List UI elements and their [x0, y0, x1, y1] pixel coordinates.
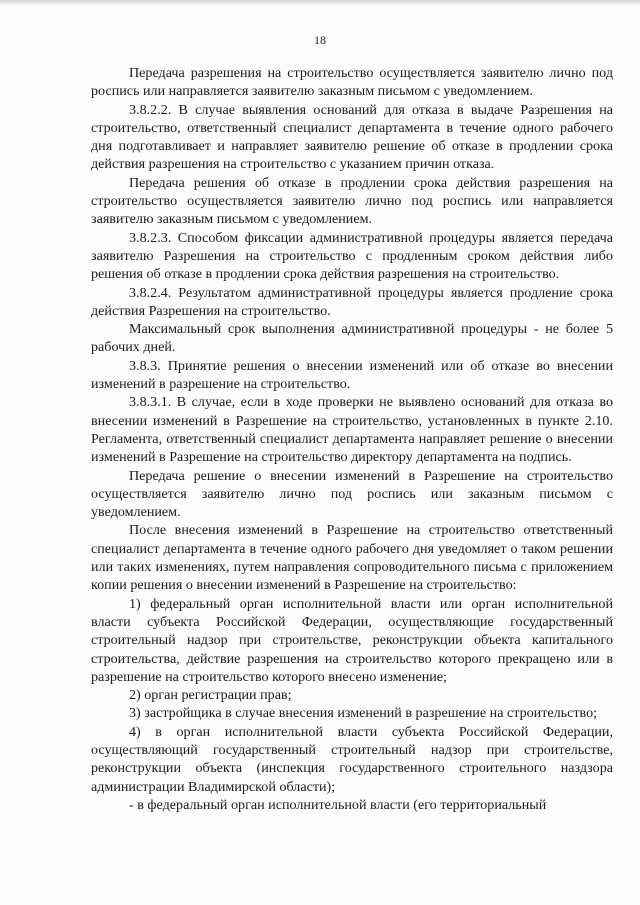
list-item-2: 2) орган регистрации прав; [129, 687, 292, 704]
paragraph-3-8-2-3: 3.8.2.3. Способом фиксации административной процедуры является передача заявителю Разрешения на строительство с продленным сроком действия либо решения об отказе в продлении срока действия разрешения на строительство. [91, 229, 613, 283]
list-item-4: 4) в орган исполнительной власти субъекта Российской Федерации, осуществляющий государственный строительный надзор при строительстве, реконструкции объекта (инспекция государственного строительного наздзора администрации Владимирской области); [91, 723, 613, 795]
paragraph-3-8-2-4: 3.8.2.4. Результатом административной процедуры является продление срока действия Разрешения на строительство. [91, 284, 613, 319]
paragraph-3-8-3-1: 3.8.3.1. В случае, если в ходе проверки не выявлено оснований для отказа во внесении изменений в Разрешение на строительство, установленных в пункте 2.10. Регламента, ответственный специалист департамента направляет решение о внесении изменений в Разрешение на строительство директору департамента на подпись. [91, 394, 613, 466]
scan-edge-shadow [0, 0, 640, 6]
paragraph-transfer-permit: Передача разрешения на строительство осуществляется заявителю лично под роспись или направляется заявителю заказным письмом с уведомлением. [91, 65, 613, 100]
list-item-1: 1) федеральный орган исполнительной власти или орган исполнительной власти субъекта Российской Федерации, осуществляющие государственный строительный надзор при строительстве, реконструкции объекта капитального строительства, действие разрешения на строительство которого прекращено или в разрешение на строительство которого внесено изменение; [91, 595, 613, 685]
paragraph-transfer-amendment: Передача решение о внесении изменений в Разрешение на строительство осуществляется заявителю лично под роспись или заказным письмом с уведомлением. [91, 467, 613, 521]
paragraph-3-8-2-2: 3.8.2.2. В случае выявления оснований для отказа в выдаче Разрешения на строительство, ответственный специалист департамента в течение одного рабочего дня подготавливает и направляет заявителю решение об отказе в продлении срока действия разрешения на строительство с указанием причин отказа. [91, 101, 613, 173]
paragraph-transfer-refusal: Передача решения об отказе в продлении срока действия разрешения на строительство осуществляется заявителю лично под роспись или направляется заявителю заказным письмом с уведомлением. [91, 174, 613, 228]
list-subitem-dash: - в федеральный орган исполнительной власти (его территориальный [129, 796, 547, 813]
list-item-3: 3) застройщика в случае внесения изменений в разрешение на строительство; [129, 705, 598, 722]
paragraph-max-term: Максимальный срок выполнения административной процедуры - не более 5 рабочих дней. [91, 321, 613, 356]
paragraph-3-8-3: 3.8.3. Принятие решения о внесении изменений или об отказе во внесении изменений в разрешение на строительство. [91, 357, 613, 393]
document-body [91, 64, 613, 814]
page-number: 18 [314, 33, 326, 47]
paragraph-after-amendment: После внесения изменений в Разрешение на строительство ответственный специалист департамента в течение одного рабочего дня уведомляет о таком решении или таких изменениях, путем направления сопроводительного письма с приложением копии решения о внесении изменений в Разрешение на строительство: [91, 522, 613, 594]
